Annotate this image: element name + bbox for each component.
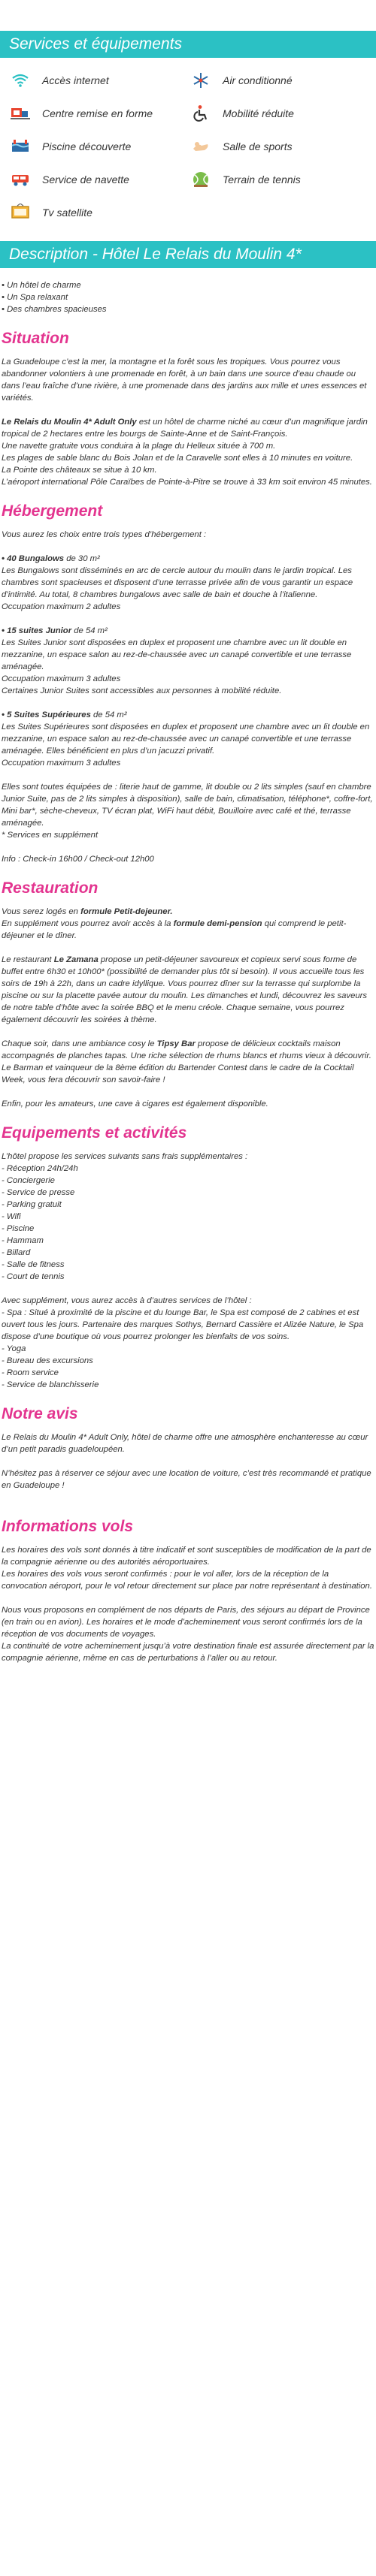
text-fragment: propose un petit-déjeuner savoureux et copieux servi sous forme de buffet entre 6h30 et 10h00* (possibilité de demander plus tôt si besoin). Il vous accueille tous les soirs de 19h à 22h, dans un cadre idyllique. Vous pourrez dîner sur la terrasse qui surplombe la piscine ou sur la placette pavée autour du moulin. Les dimanches et lundi, découvrez les saveurs de notre table d’hôte avec la soirée BBQ et le menu créole. Chaque semaine, vous pourrez également découvrir les soirées à thème. (2, 955, 368, 1024)
text-fragment: propose de délicieux cocktails maison accompagnés de planches tapas. Une riche sélection de rhums blancs et rhums vieux à découvrir. Le Barman et vainqueur de la 8ème édition du Bartender Contest dans le cadre de la Cocktail Week, vous fera découvrir son savoir-faire ! (2, 1039, 371, 1084)
hebergement-heading: Hébergement (2, 502, 103, 520)
situation-line: Une navette gratuite vous conduira à la plage du Helleux située à 700 m. (2, 442, 276, 451)
room-name: • 40 Bungalows (2, 554, 65, 563)
feature-label: Salle de sports (223, 140, 293, 152)
bar-paragraph (2, 1038, 374, 1086)
list-item: • Des chambres spacieuses (2, 305, 107, 314)
feature-item-tv (8, 196, 188, 229)
list-item: • Un hôtel de charme (2, 281, 81, 290)
room-equipment: Elles sont toutes équipées de : literie haut de gamme, lit double ou 2 lits simples (sauf en chambre Junior Suite, pas de 2 lits simples à disposition), salle de bain, climatisation, téléphone*, coffre-fort, Mini bar*, sèche-cheveux, TV écran plat, WiFi haut débit, Bouilloire avec café et thé, terrasse aménagée. (2, 783, 373, 828)
room-title (2, 553, 374, 565)
list-item: - Conciergerie (2, 1176, 55, 1185)
fitness-icon (8, 104, 33, 123)
room-accessibility: Certaines Junior Suites sont accessibles aux personnes à mobilité réduite. (2, 686, 282, 695)
room-size: de 30 m² (64, 554, 100, 563)
list-item: - Bureau des excursions (2, 1356, 93, 1365)
main-content (0, 268, 374, 1664)
text-fragment: qui comprend le petit-déjeuner et le dîner. (2, 919, 347, 940)
list-item: - Service de presse (2, 1188, 75, 1197)
list-item: - Piscine (2, 1224, 35, 1233)
room-size: de 54 m² (71, 626, 108, 635)
feature-item-aircon (188, 64, 368, 97)
feature-label: Centre remise en forme (42, 107, 153, 119)
room-title (2, 709, 374, 721)
room-name: • 5 Suites Supérieures (2, 710, 91, 719)
feature-item-tennis (188, 163, 368, 196)
restaurant-paragraph (2, 954, 374, 1026)
list-item: - Court de tennis (2, 1272, 65, 1281)
feature-item-pool (8, 130, 188, 163)
avis-paragraph: Le Relais du Moulin 4* Adult Only, hôtel de charme offre une atmosphère enchanteresse au cœur d’un petit paradis guadeloupéen. (2, 1433, 368, 1454)
room-description: Les Suites Junior sont disposées en duplex et proposent une chambre avec un lit double en mezzanine, un espace salon au rez-de-chaussée avec un canapé convertible et une terrasse aménagée. (2, 638, 352, 671)
supplement-note: * Services en supplément (2, 831, 99, 840)
feature-label: Service de navette (42, 173, 129, 186)
list-item: - Réception 24h/24h (2, 1164, 78, 1173)
hebergement-intro: Vous aurez les choix entre trois types d’hébergement : (2, 530, 207, 539)
list-item: - Wifi (2, 1212, 21, 1221)
situation-line: Les plages de sable blanc du Bois Jolan et de la Caravelle sont elles à 10 minutes en voiture. (2, 454, 353, 463)
restauration-heading: Restauration (2, 879, 99, 897)
feature-label: Piscine découverte (42, 140, 132, 152)
list-item: - Room service (2, 1368, 59, 1377)
list-item: • Un Spa relaxant (2, 293, 68, 302)
room-description: Les Suites Supérieures sont disposées en duplex et proposent une chambre avec un lit double en mezzanine, un espace salon au rez-de-chaussée avec un canapé convertible et une terrasse aménagée. Elles bénéficient en plus d’un jacuzzi privatif. (2, 722, 370, 756)
shuttle-icon (8, 170, 33, 189)
cigar-paragraph: Enfin, pour les amateurs, une cave à cigares est également disponible. (2, 1099, 268, 1109)
hotel-name: Le Relais du Moulin 4* Adult Only (2, 418, 137, 427)
equipements-heading: Equipements et activités (2, 1124, 187, 1142)
vols-paragraph: La continuité de votre acheminement jusqu’à votre destination finale est assurée directement par la compagnie aérienne, même en cas de perturbations à l’aller ou au retour. (2, 1642, 374, 1663)
hotel-description: est un hôtel de charme niché au cœur d’un magnifique jardin tropical de 2 hectares entre les bourgs de Sainte-Anne et de Saint-François. (2, 418, 368, 439)
feature-label: Tv satellite (42, 207, 92, 219)
spa-description: - Spa : Situé à proximité de la piscine et du lounge Bar, le Spa est composé de 2 cabines et est ouvert tous les jours. Partenaire des marques Sothys, Bernard Cassière et Alizée Nature, le Spa dispose d’une boutique où vous pourrez prolonger les bienfaits de vos soins. (2, 1308, 364, 1341)
list-item: - Service de blanchisserie (2, 1380, 99, 1389)
room-description: Les Bungalows sont disséminés en arc de cercle autour du moulin dans le jardin tropical. Les chambres sont spacieuses et disposent d’une terrasse privée afin de vous garantir un espace d’intimité. Au total, 8 chambres bungalows avec salle de bain et douche à l’italienne. (2, 566, 353, 599)
tennis-icon (188, 170, 214, 189)
restauration-formula (2, 906, 374, 918)
description-bullets (2, 279, 374, 315)
situation-line: La Pointe des châteaux se situe à 10 km. (2, 466, 157, 475)
situation-paragraph: La Guadeloupe c’est la mer, la montagne et la forêt sous les tropiques. Vous pourrez vous abandonner volontiers à une promenade en forêt, à un bain dans une source d’eau chaude ou dans l’eau fraîche d’une rivière, à une promenade dans des jardins aux mille et unes essences et variétés. (2, 357, 367, 403)
text-fragment: Chaque soir, dans une ambiance cosy le (2, 1039, 157, 1048)
feature-item-fitness (8, 97, 188, 130)
tv-icon (8, 203, 33, 222)
wifi-icon (8, 71, 33, 90)
services-grid (0, 58, 376, 229)
equipements-intro: L’hôtel propose les services suivants sans frais supplémentaires : (2, 1152, 248, 1161)
feature-item-mobility (188, 97, 368, 130)
room-occupancy: Occupation maximum 3 adultes (2, 674, 121, 683)
list-item: - Salle de fitness (2, 1260, 65, 1269)
text-fragment: Le restaurant (2, 955, 54, 964)
list-item: - Billard (2, 1248, 31, 1257)
list-item: - Parking gratuit (2, 1200, 62, 1209)
description-title: Description - Hôtel Le Relais du Moulin 4* (9, 246, 302, 263)
list-item: - Yoga (2, 1344, 26, 1353)
feature-label: Air conditionné (223, 74, 293, 86)
feature-item-sports (188, 130, 368, 163)
pool-icon (8, 137, 33, 156)
situation-hotel-paragraph (2, 416, 374, 440)
restaurant-name: Le Zamana (53, 955, 99, 964)
vols-heading: Informations vols (2, 1518, 134, 1535)
services-banner (0, 31, 376, 58)
air-conditioning-icon (188, 71, 214, 90)
room-name: • 15 suites Junior (2, 626, 72, 635)
text-fragment: Vous serez logés en (2, 907, 81, 916)
feature-label: Accès internet (42, 74, 109, 86)
feature-item-internet (8, 64, 188, 97)
bar-name: Tipsy Bar (156, 1039, 196, 1048)
vols-paragraph: Nous vous proposons en complément de nos départs de Paris, des séjours au départ de Province (en train ou en avion). Les horaires et le mode d’acheminement vous seront confirmés lors de la réception de vos documents de voyages. (2, 1606, 370, 1639)
room-size: de 54 m² (90, 710, 127, 719)
description-banner (0, 241, 376, 268)
vols-paragraph: Les horaires des vols vous seront confirmés : pour le vol aller, lors de la réception de la convocation aéroport, pour le vol retour directement sur place par notre représentant à destination. (2, 1570, 372, 1591)
feature-label: Mobilité réduite (223, 107, 294, 119)
formula-name: formule demi-pension (173, 919, 262, 928)
wheelchair-icon (188, 104, 214, 123)
vols-paragraph: Les horaires des vols sont donnés à titre indicatif et sont susceptibles de modification de la part de la compagnie aérienne ou des autorités aéroportuaires. (2, 1546, 371, 1567)
sports-hall-icon (188, 137, 214, 156)
services-title: Services et équipements (9, 35, 182, 53)
feature-label: Terrain de tennis (223, 173, 301, 186)
checkin-info: Info : Check-in 16h00 / Check-out 12h00 (2, 855, 154, 864)
avis-recommendation: N’hésitez pas à réserver ce séjour avec une location de voiture, c’est très recommandé et pratique en Guadeloupe ! (2, 1469, 371, 1490)
situation-line: L’aéroport international Pôle Caraïbes de Pointe-à-Pitre se trouve à 33 km soit environ 45 minutes. (2, 478, 372, 487)
restauration-halfboard (2, 918, 374, 942)
paid-services-intro: Avec supplément, vous aurez accès à d’autres services de l’hôtel : (2, 1296, 252, 1305)
room-occupancy: Occupation maximum 2 adultes (2, 602, 121, 611)
formula-name: formule Petit-dejeuner. (80, 907, 173, 916)
feature-item-shuttle (8, 163, 188, 196)
list-item: - Hammam (2, 1236, 44, 1245)
text-fragment: En supplément vous pourrez avoir accès à la (2, 919, 174, 928)
situation-heading: Situation (2, 330, 69, 347)
avis-heading: Notre avis (2, 1405, 78, 1422)
room-occupancy: Occupation maximum 3 adultes (2, 759, 121, 768)
room-title (2, 625, 374, 637)
